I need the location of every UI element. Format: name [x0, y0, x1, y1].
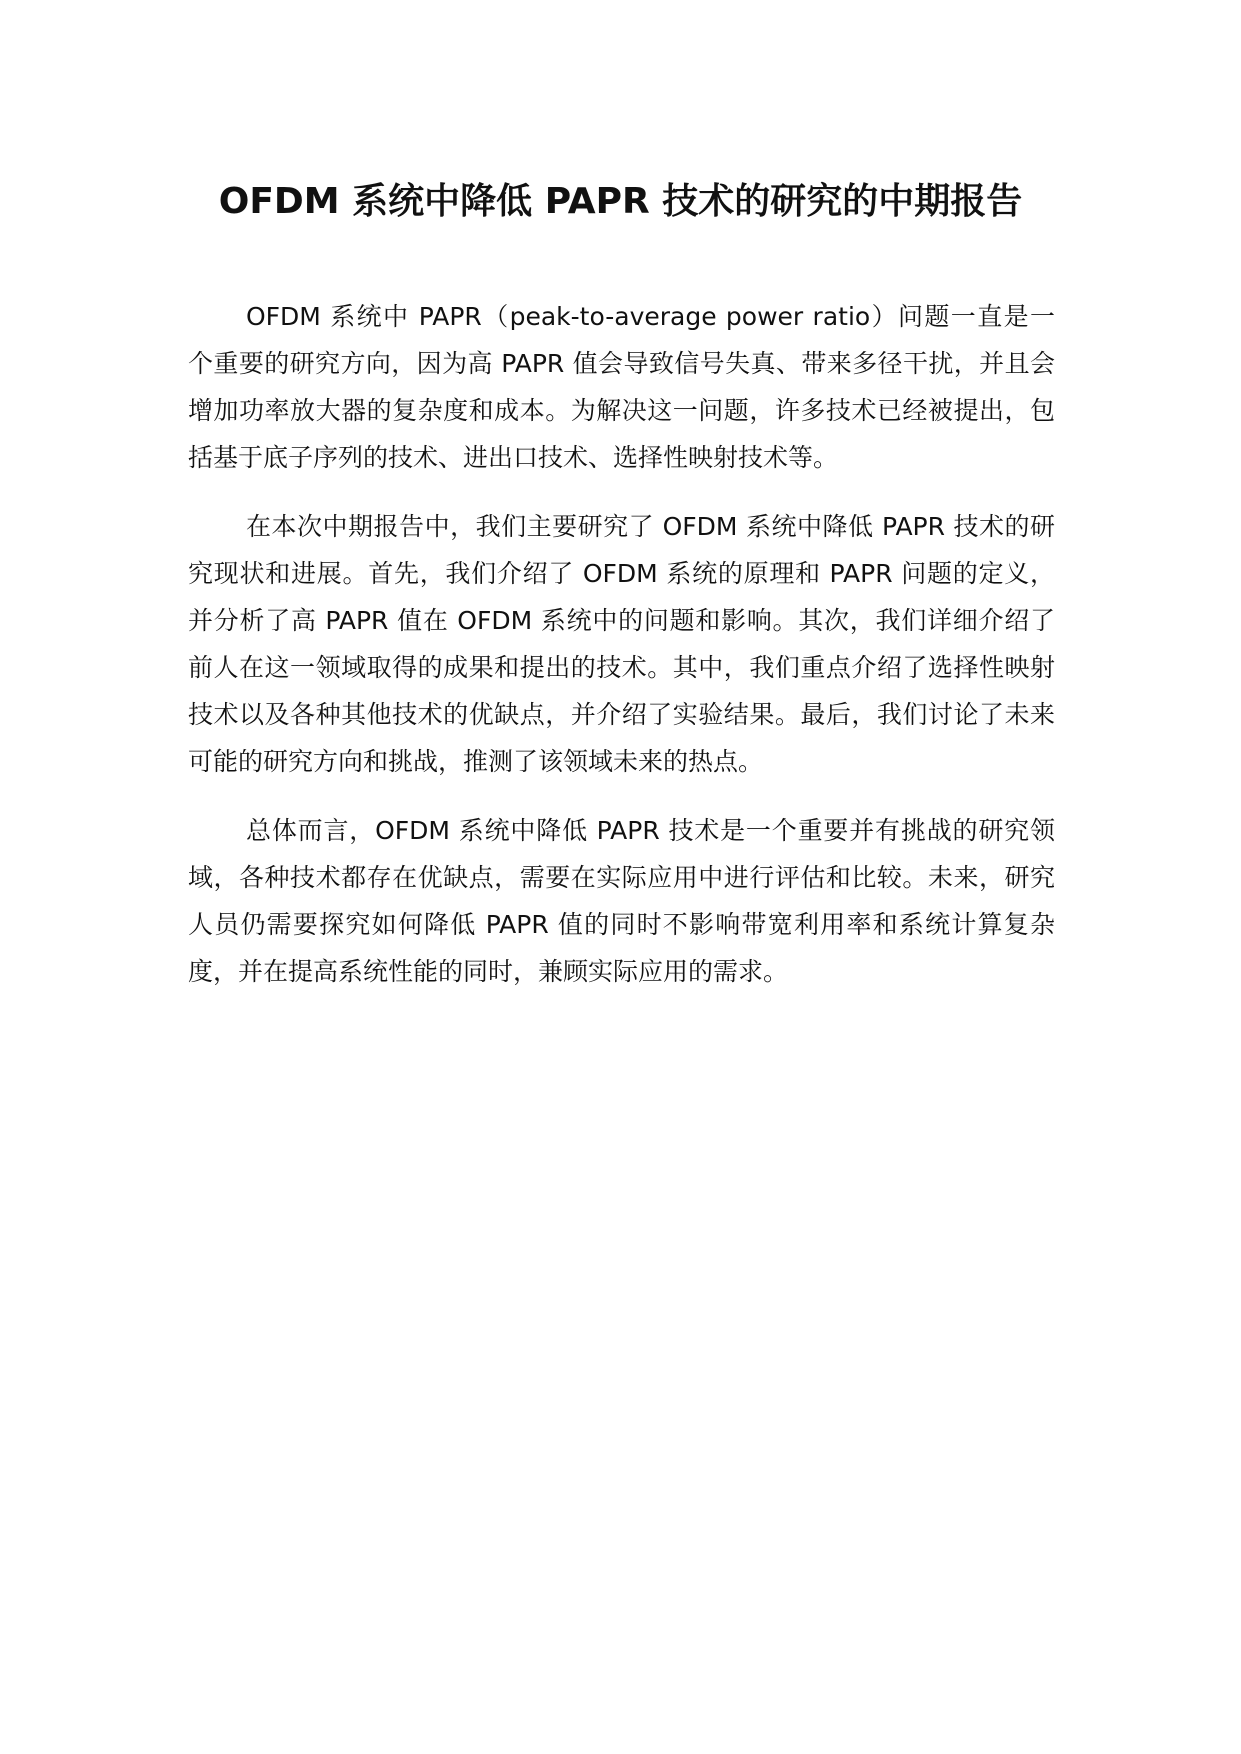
paragraph-intro: OFDM 系统中 PAPR（peak-to-average power ratio）问题一直是一个重要的研究方向，因为高 PAPR 值会导致信号失真、带来多径干扰，并且会增加功率放大器的复杂度和成本。为解决这一问题，许多技术已经被提出，包括基于底子序列的技术、进出口技术、选择性映射技术等。 — [188, 302, 1055, 472]
document-body — [188, 293, 1055, 1017]
paragraph-report-summary: 在本次中期报告中，我们主要研究了 OFDM 系统中降低 PAPR 技术的研究现状和进展。首先，我们介绍了 OFDM 系统的原理和 PAPR 问题的定义，并分析了高 PAPR 值在 OFDM 系统中的问题和影响。其次，我们详细介绍了前人在这一领域取得的成果和提出的技术。其中，我们重点介绍了选择性映射技术以及各种其他技术的优缺点，并介绍了实验结果。最后，我们讨论了未来可能的研究方向和挑战，推测了该领域未来的热点。 — [188, 512, 1055, 776]
document-title: OFDM 系统中降低 PAPR 技术的研究的中期报告 — [218, 181, 1023, 222]
paragraph-conclusion: 总体而言，OFDM 系统中降低 PAPR 技术是一个重要并有挑战的研究领域，各种技术都存在优缺点，需要在实际应用中进行评估和比较。未来，研究人员仍需要探究如何降低 PAPR 值的同时不影响带宽利用率和系统计算复杂度，并在提高系统性能的同时，兼顾实际应用的需求。 — [188, 816, 1055, 986]
